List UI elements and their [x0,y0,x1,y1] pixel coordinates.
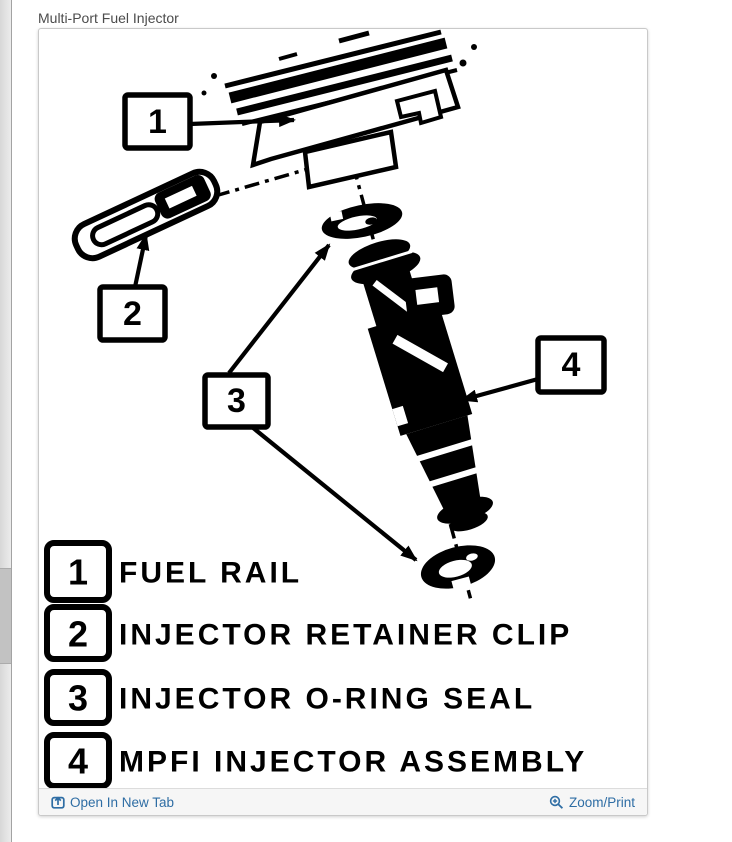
zoom-plus-icon [549,795,564,810]
legend-row-1 [47,543,302,600]
zoom-print-link[interactable] [549,795,635,810]
callout-box-1 [125,95,190,148]
callout-number-2: 2 [123,295,142,333]
legend-label-1: FUEL RAIL [119,556,303,590]
legend-number-3: 3 [67,677,89,719]
callout-number-4: 4 [561,346,581,384]
callout-box-3 [205,375,268,427]
callout-box-4 [538,338,604,392]
diagram-area [39,29,647,788]
scrollbar-track[interactable] [0,0,12,842]
open-in-new-tab-label: Open In New Tab [70,794,175,810]
legend-label-2: INJECTOR RETAINER CLIP [119,618,573,652]
scrollbar-thumb[interactable] [0,568,11,664]
viewer-footer [39,788,647,815]
injector-o-ring-lower [416,538,501,601]
legend-row-4 [47,735,587,786]
legend-row-2 [47,607,572,659]
legend-number-2: 2 [67,613,89,655]
fuel-injector-diagram [39,29,647,788]
callout-number-1: 1 [148,103,167,141]
legend-number-1: 1 [67,551,89,593]
legend-number-4: 4 [67,740,89,782]
open-in-new-tab-icon [51,795,65,809]
zoom-print-label: Zoom/Print [568,794,635,810]
legend-row-3 [47,672,535,723]
fuel-rail [202,32,478,187]
legend-label-4: MPFI INJECTOR ASSEMBLY [119,745,588,779]
page-title: Multi-Port Fuel Injector [38,10,179,26]
callout-number-3: 3 [227,382,246,420]
open-in-new-tab-link[interactable] [51,795,174,810]
legend [47,543,587,786]
injector-retainer-clip [70,167,223,264]
callout-box-2 [100,287,165,340]
diagram-card [38,28,648,816]
legend-label-3: INJECTOR O-RING SEAL [119,682,536,716]
mpfi-injector-assembly [343,224,524,541]
